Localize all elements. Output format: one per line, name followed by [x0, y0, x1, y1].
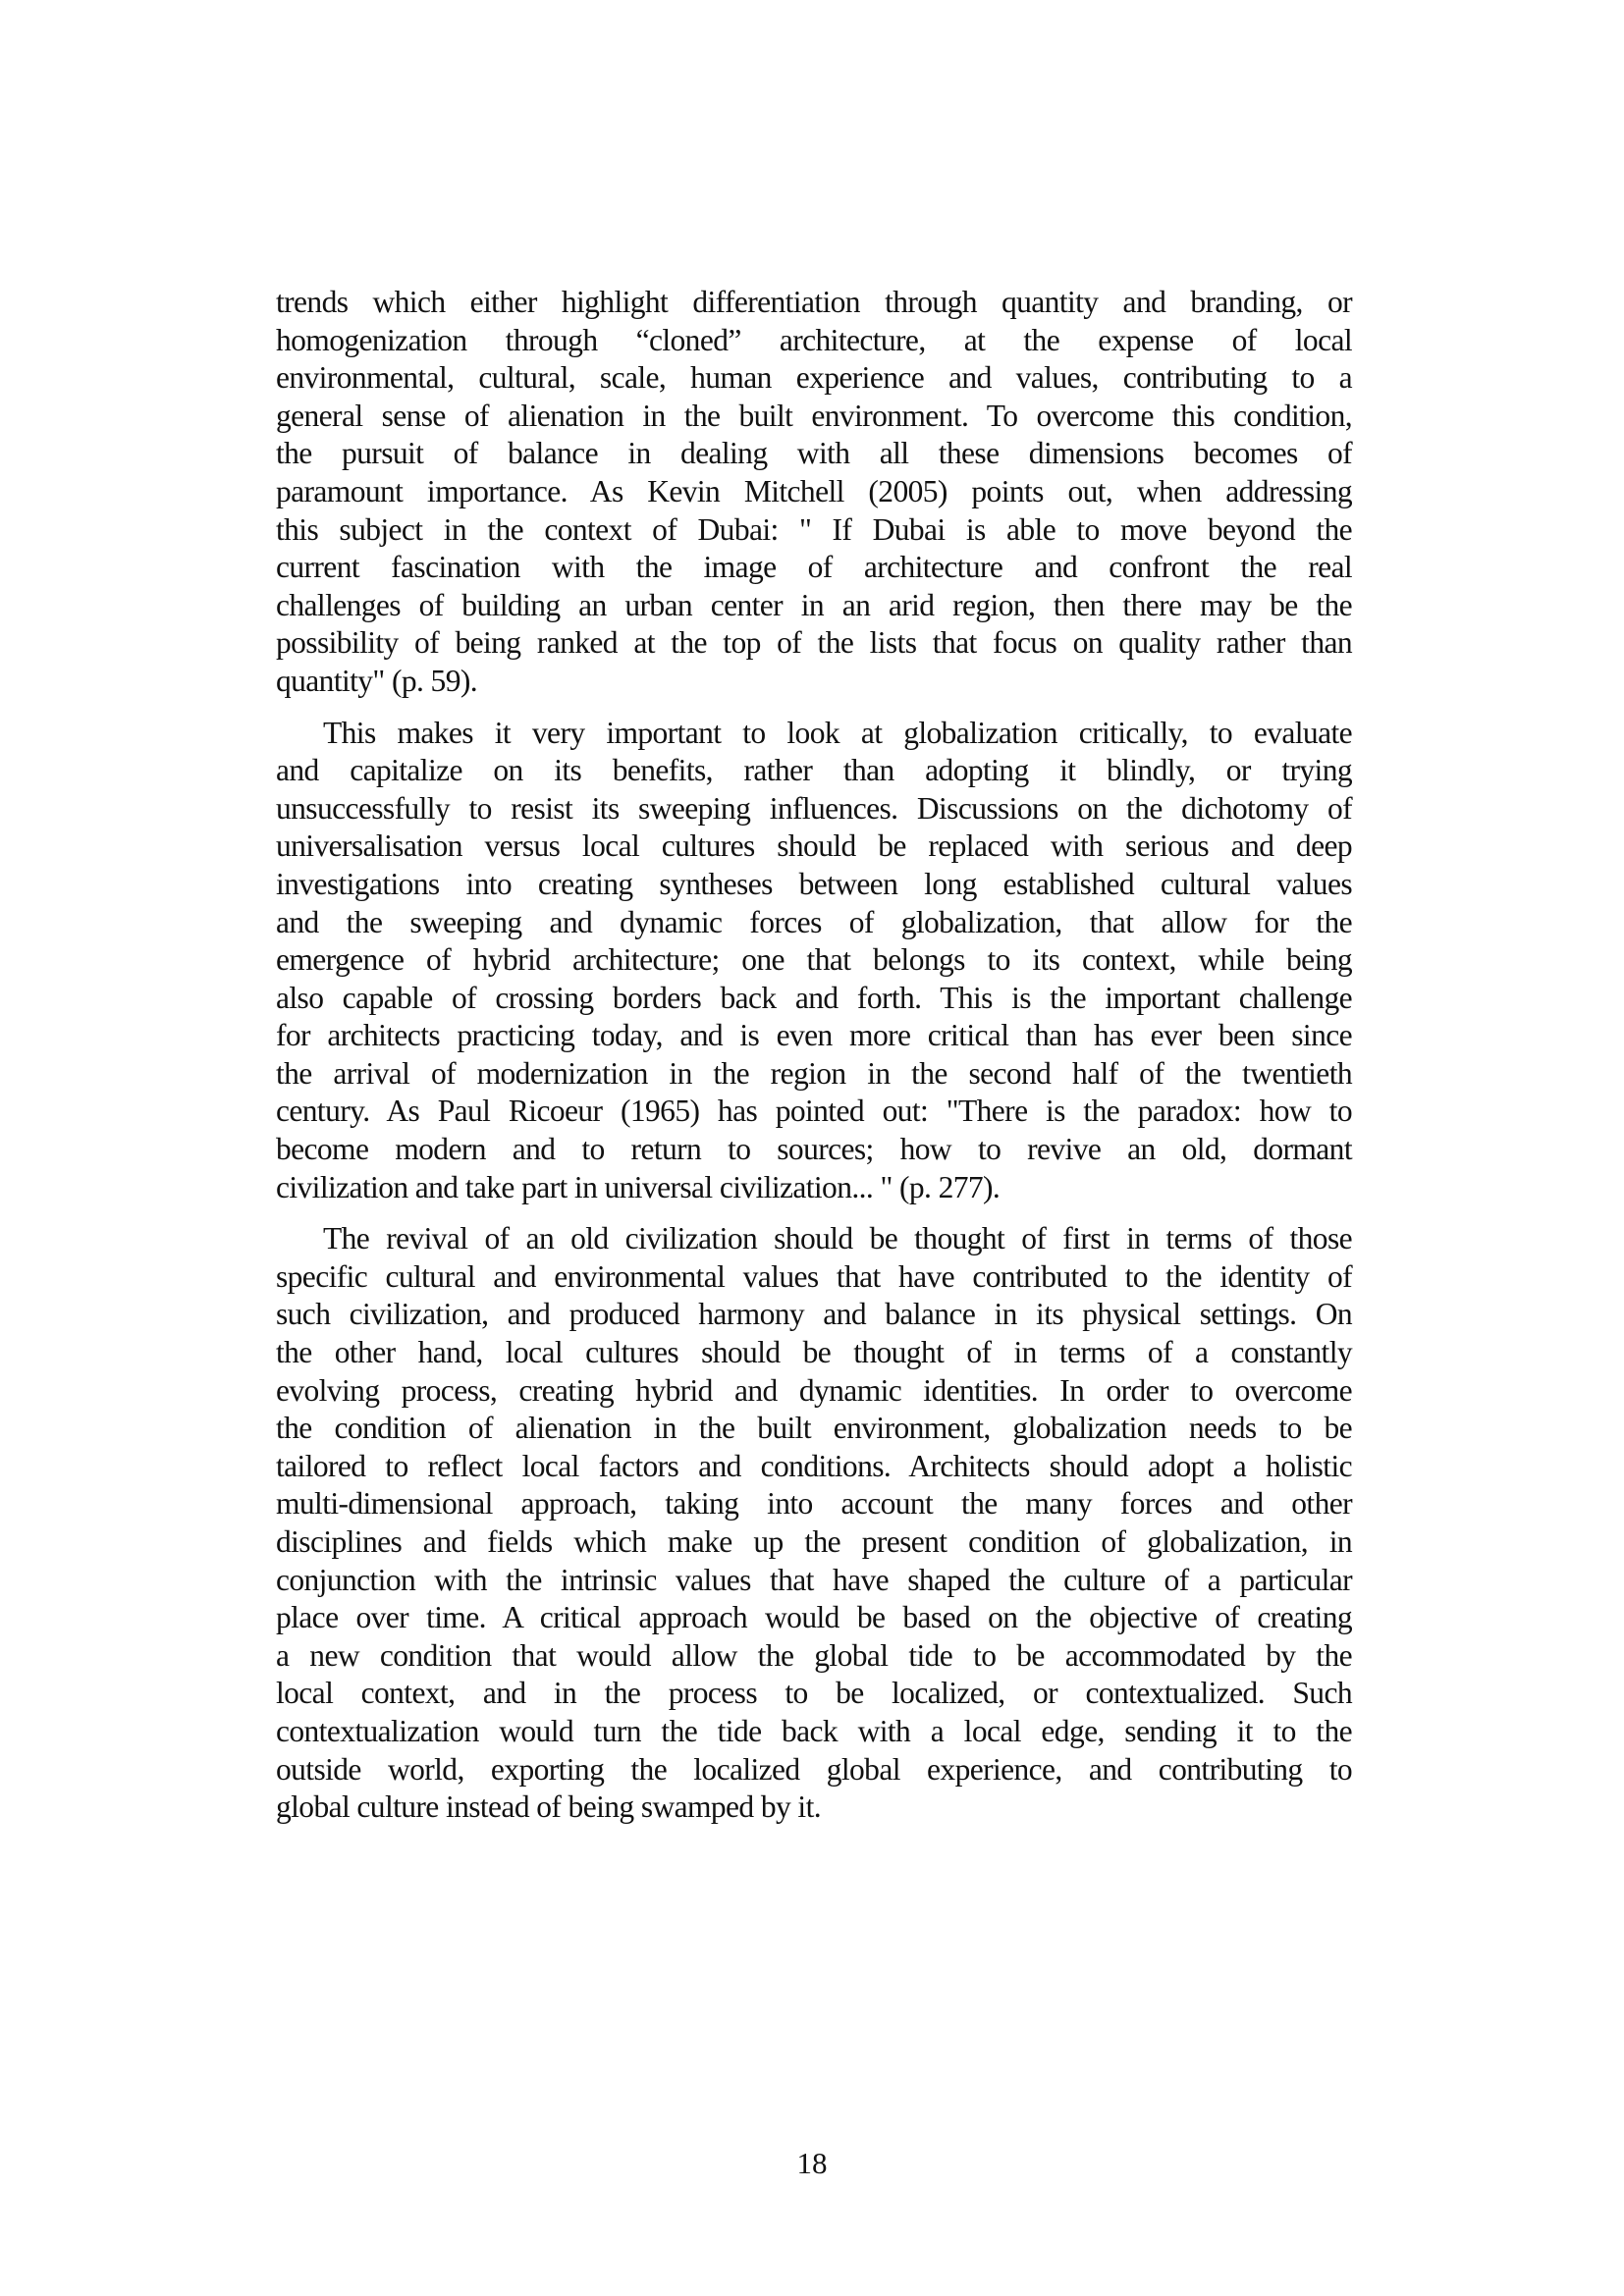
text-line: become modern and to return to sources; how to revive an old, dormant [276, 1132, 1352, 1167]
text-line: century. As Paul Ricoeur (1965) has pointed out: "There is the paradox: how to [276, 1094, 1352, 1129]
text-line: The revival of an old civilization should be thought of first in terms of those [323, 1221, 1352, 1256]
page-number: 18 [796, 2146, 828, 2180]
text-line: evolving process, creating hybrid and dynamic identities. In order to overcome [276, 1372, 1352, 1408]
text-line: conjunction with the intrinsic values that have shaped the culture of a particular [276, 1562, 1352, 1597]
text-line: and capitalize on its benefits, rather than adopting it blindly, or trying [276, 753, 1352, 788]
text-line: emergence of hybrid architecture; one that belongs to its context, while being [276, 942, 1352, 978]
text-line: place over time. A critical approach would be based on the objective of creating [276, 1600, 1352, 1635]
text-line: multi-dimensional approach, taking into account the many forces and other [276, 1486, 1352, 1522]
text-line: disciplines and fields which make up the present condition of globalization, in [276, 1524, 1352, 1559]
text-line: homogenization through “cloned” architecture, at the expense of local [276, 322, 1352, 357]
text-line: investigations into creating syntheses between long established cultural values [276, 866, 1352, 901]
text-line: the pursuit of balance in dealing with all these dimensions becomes of [276, 436, 1352, 471]
text-line: the condition of alienation in the built environment, globalization needs to be [276, 1411, 1352, 1446]
text-line: quantity" (p. 59). [276, 663, 478, 698]
text-line: local context, and in the process to be localized, or contextualized. Such [276, 1676, 1352, 1711]
text-line: the other hand, local cultures should be thought of in terms of a constantly [276, 1335, 1352, 1370]
text-line: this subject in the context of Dubai: " If Dubai is able to move beyond the [276, 511, 1352, 547]
text-line: This makes it very important to look at globalization critically, to evaluate [323, 715, 1352, 750]
text-line: the arrival of modernization in the region in the second half of the twentieth [276, 1055, 1352, 1091]
text-line: outside world, exporting the localized global experience, and contributing to [276, 1751, 1352, 1787]
text-line: challenges of building an urban center in an arid region, then there may be the [276, 587, 1352, 622]
text-line: a new condition that would allow the global tide to be accommodated by the [276, 1637, 1352, 1673]
text-line: tailored to reflect local factors and conditions. Architects should adopt a holistic [276, 1448, 1352, 1483]
text-line: also capable of crossing borders back and forth. This is the important challenge [276, 980, 1352, 1015]
text-line: contextualization would turn the tide back with a local edge, sending it to the [276, 1713, 1352, 1748]
text-line: and the sweeping and dynamic forces of globalization, that allow for the [276, 904, 1352, 939]
text-line: civilization and take part in universal civilization... " (p. 277). [276, 1169, 1001, 1204]
paragraph-3 [276, 1220, 1352, 1827]
text-line: unsuccessfully to resist its sweeping influences. Discussions on the dichotomy of [276, 790, 1352, 826]
text-line: general sense of alienation in the built environment. To overcome this condition, [276, 398, 1352, 433]
paragraph-2 [276, 715, 1352, 1207]
text-line: paramount importance. As Kevin Mitchell (2005) points out, when addressing [276, 473, 1352, 508]
text-line: environmental, cultural, scale, human experience and values, contributing to a [276, 360, 1352, 396]
text-line: for architects practicing today, and is even more critical than has ever been since [276, 1018, 1352, 1053]
text-line: possibility of being ranked at the top of the lists that focus on quality rather than [276, 625, 1352, 661]
text-line: current fascination with the image of architecture and confront the real [276, 550, 1352, 585]
text-line: such civilization, and produced harmony and balance in its physical settings. On [276, 1297, 1352, 1332]
paragraph-1 [276, 284, 1352, 701]
text-line: universalisation versus local cultures should be replaced with serious and deep [276, 828, 1352, 864]
text-line: trends which either highlight differentiation through quantity and branding, or [276, 285, 1352, 319]
text-line: specific cultural and environmental values that have contributed to the identity of [276, 1258, 1352, 1294]
body-text [276, 284, 1352, 1841]
text-line: global culture instead of being swamped by it. [276, 1789, 822, 1825]
